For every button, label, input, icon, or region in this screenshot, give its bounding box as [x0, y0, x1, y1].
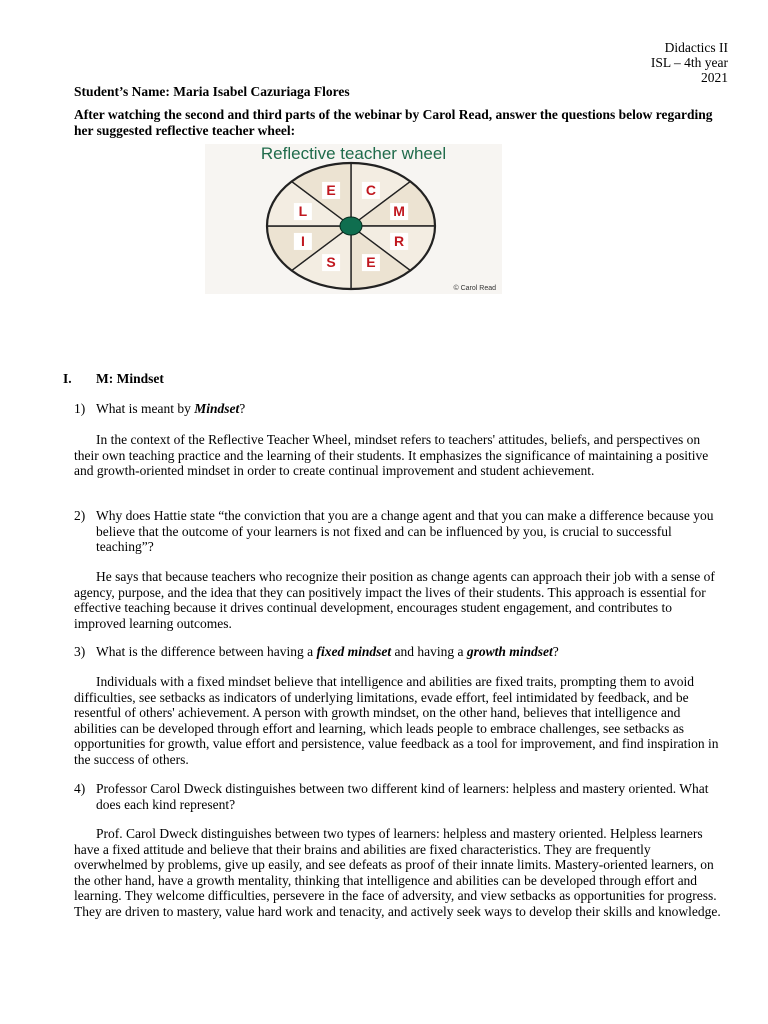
- wheel-title: Reflective teacher wheel: [260, 144, 447, 163]
- wheel-letter-e: E: [326, 181, 336, 198]
- question-number: 1): [74, 401, 86, 416]
- section-title: M: Mindset: [96, 371, 164, 386]
- wheel-letter-s: S: [326, 254, 336, 271]
- course-year: 2021: [701, 70, 728, 85]
- wheel-letter-m: M: [393, 203, 405, 220]
- question-3: [74, 644, 724, 660]
- question-number: 4): [74, 781, 86, 796]
- wheel-copyright: © Carol Read: [453, 285, 496, 292]
- wheel-diagram: [205, 144, 502, 294]
- question-4: [74, 781, 724, 812]
- question-number: 2): [74, 508, 86, 523]
- emphasis-mindset: Mindset: [194, 401, 240, 416]
- instructions: After watching the second and third parts of the webinar by Carol Read, answer the questions below regarding her suggested reflective teacher wheel:: [74, 107, 713, 138]
- emphasis-fixed-mindset: fixed mindset: [316, 644, 392, 659]
- question-text: What is meant by Mindset?: [96, 401, 246, 416]
- wheel-letter-r: R: [394, 232, 405, 249]
- question-text: Professor Carol Dweck distinguishes between two different kind of learners: helpless and mastery oriented. What does each kind represent?: [96, 781, 709, 812]
- question-2: [74, 508, 724, 555]
- section-number: I.: [63, 371, 72, 386]
- answer-1: In the context of the Reflective Teacher Wheel, mindset refers to teachers' attitudes, beliefs, and perspectives on their own teaching practice and the learning of their students. It emphasizes the significance of maintaining a positive and growth-oriented mindset in order to create continual improvement and student achievement.: [74, 432, 709, 478]
- question-1: [74, 401, 724, 417]
- student-name: Student’s Name: Maria Isabel Cazuriaga Flores: [74, 84, 350, 99]
- answer-4: Prof. Carol Dweck distinguishes between two types of learners: helpless and mastery oriented. Helpless learners have a fixed attitude and believe that their brains and abilities are fixed characteristics. They are frequently overwhelmed by problems, give up easily, and see defeats as proof of their innate limits. Mastery-oriented learners, on the other hand, have a growth mentality, thinking that intelligence and abilities can be developed through effort and learning. They welcome difficulties, persevere in the face of adversity, and view setbacks as opportunities for progress. They are driven to mastery, value hard work and tenacity, and actively seek ways to develop their skills and knowledge.: [74, 826, 721, 919]
- question-text: What is the difference between having a fixed mindset and having a growth mindset?: [96, 644, 559, 659]
- course-name: Didactics II: [664, 40, 728, 55]
- course-header: [651, 40, 728, 85]
- reflective-teacher-wheel-figure: [205, 144, 502, 294]
- answer-2: He says that because teachers who recognize their position as change agents can approach their job with a sense of agency, purpose, and the idea that they can positively impact the lives of their students. This approach is essential for effective teaching because it drives continual development, encourages student engagement, and contributes to improved learning outcomes.: [74, 569, 715, 631]
- answer-3: Individuals with a fixed mindset believe that intelligence and abilities are fixed traits, prompting them to avoid difficulties, see setbacks as indicators of underlying limitations, evade effort, feel intimidated by feedback, and be resentful of others' achievement. A person with growth mindset, on the other hand, believes that intelligence and abilities can be developed through effort and learning, which leads people to embrace challenges, see setbacks as opportunities for growth, value effort and persistence, value feedback as a tool for improvement, and find inspiration in the success of others.: [74, 674, 719, 767]
- program-name: ISL – 4th year: [650, 55, 728, 70]
- wheel-letter-l: L: [298, 203, 308, 220]
- question-text: Why does Hattie state “the conviction that you are a change agent and that you can make a difference because you believe that the outcome of your learners is not fixed and can be influenced by you, is crucial to successful teaching”?: [96, 508, 714, 554]
- wheel-letter-i: I: [300, 232, 305, 249]
- section-heading: [63, 371, 164, 387]
- emphasis-growth-mindset: growth mindset: [466, 644, 553, 659]
- wheel-letter-e: E: [366, 254, 376, 271]
- wheel-letter-c: C: [365, 181, 376, 198]
- wheel-hub: [340, 217, 362, 235]
- question-number: 3): [74, 644, 86, 659]
